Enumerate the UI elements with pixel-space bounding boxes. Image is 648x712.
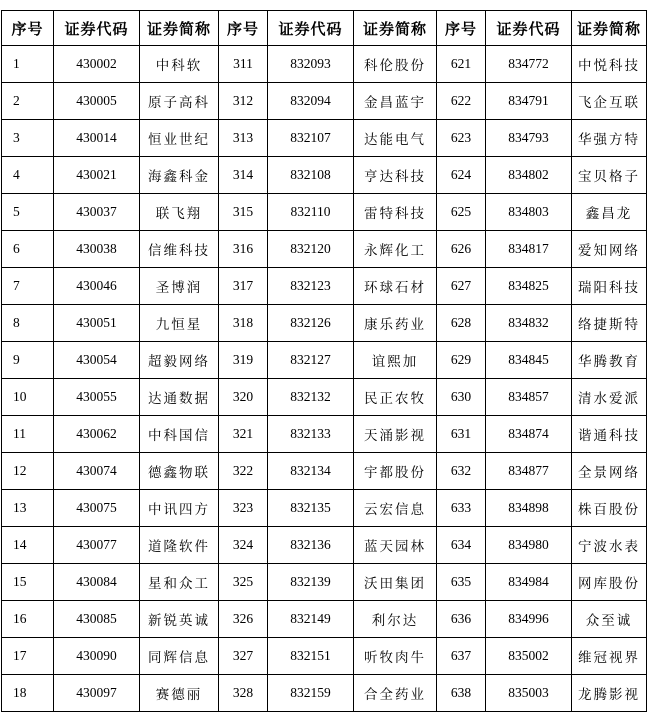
cell-name: 瑞阳科技 [572,268,647,305]
cell-code: 832094 [268,83,354,120]
cell-name: 蓝天园林 [354,527,437,564]
cell-code: 430097 [54,675,140,712]
cell-name: 清水爱派 [572,379,647,416]
cell-name: 信维科技 [140,231,219,268]
cell-code: 430090 [54,638,140,675]
cell-name: 圣博润 [140,268,219,305]
cell-name: 全景网络 [572,453,647,490]
header-seq: 序号 [219,11,268,46]
cell-seq: 5 [2,194,54,231]
cell-code: 430005 [54,83,140,120]
header-seq: 序号 [437,11,486,46]
cell-seq: 321 [219,416,268,453]
cell-code: 832139 [268,564,354,601]
cell-seq: 15 [2,564,54,601]
cell-seq: 323 [219,490,268,527]
cell-name: 恒业世纪 [140,120,219,157]
cell-name: 海鑫科金 [140,157,219,194]
table-row [2,490,647,527]
table-row [2,601,647,638]
cell-code: 832159 [268,675,354,712]
cell-name: 网库股份 [572,564,647,601]
cell-seq: 13 [2,490,54,527]
cell-code: 834802 [486,157,572,194]
cell-seq: 631 [437,416,486,453]
cell-name: 云宏信息 [354,490,437,527]
cell-seq: 320 [219,379,268,416]
cell-seq: 1 [2,46,54,83]
cell-name: 谐通科技 [572,416,647,453]
table-row [2,231,647,268]
cell-code: 832151 [268,638,354,675]
table-row [2,194,647,231]
header-row [2,11,647,46]
cell-code: 834898 [486,490,572,527]
cell-code: 430014 [54,120,140,157]
table-row [2,157,647,194]
cell-code: 832093 [268,46,354,83]
header-code: 证券代码 [54,11,140,46]
header-code: 证券代码 [268,11,354,46]
cell-code: 430062 [54,416,140,453]
cell-code: 834877 [486,453,572,490]
cell-code: 835003 [486,675,572,712]
cell-seq: 324 [219,527,268,564]
cell-code: 832135 [268,490,354,527]
cell-seq: 637 [437,638,486,675]
cell-name: 宇都股份 [354,453,437,490]
cell-name: 星和众工 [140,564,219,601]
table-row [2,453,647,490]
cell-code: 834845 [486,342,572,379]
cell-name: 超毅网络 [140,342,219,379]
cell-seq: 623 [437,120,486,157]
cell-name: 康乐药业 [354,305,437,342]
cell-code: 832136 [268,527,354,564]
cell-name: 利尔达 [354,601,437,638]
cell-code: 834803 [486,194,572,231]
cell-seq: 14 [2,527,54,564]
cell-code: 832107 [268,120,354,157]
cell-code: 430074 [54,453,140,490]
cell-name: 鑫昌龙 [572,194,647,231]
cell-seq: 326 [219,601,268,638]
cell-seq: 322 [219,453,268,490]
cell-code: 834817 [486,231,572,268]
cell-seq: 316 [219,231,268,268]
table-row [2,638,647,675]
cell-name: 原子高科 [140,83,219,120]
cell-name: 赛德丽 [140,675,219,712]
cell-code: 834996 [486,601,572,638]
cell-name: 中讯四方 [140,490,219,527]
table-row [2,83,647,120]
cell-seq: 328 [219,675,268,712]
cell-seq: 622 [437,83,486,120]
table-row [2,564,647,601]
cell-seq: 315 [219,194,268,231]
cell-code: 835002 [486,638,572,675]
cell-name: 道隆软件 [140,527,219,564]
cell-name: 德鑫物联 [140,453,219,490]
cell-seq: 17 [2,638,54,675]
cell-code: 430054 [54,342,140,379]
cell-name: 中悦科技 [572,46,647,83]
header-code: 证券代码 [486,11,572,46]
cell-name: 合全药业 [354,675,437,712]
cell-seq: 318 [219,305,268,342]
cell-seq: 319 [219,342,268,379]
cell-name: 华腾教育 [572,342,647,379]
cell-code: 832110 [268,194,354,231]
cell-name: 龙腾影视 [572,675,647,712]
table-row [2,675,647,712]
table-row [2,416,647,453]
cell-name: 飞企互联 [572,83,647,120]
cell-code: 834793 [486,120,572,157]
cell-seq: 633 [437,490,486,527]
table-row [2,527,647,564]
cell-seq: 624 [437,157,486,194]
cell-code: 832149 [268,601,354,638]
cell-code: 834791 [486,83,572,120]
cell-seq: 630 [437,379,486,416]
cell-name: 华强方特 [572,120,647,157]
cell-name: 雷特科技 [354,194,437,231]
cell-name: 宝贝格子 [572,157,647,194]
cell-name: 株百股份 [572,490,647,527]
cell-name: 宁波水表 [572,527,647,564]
cell-name: 沃田集团 [354,564,437,601]
cell-name: 联飞翔 [140,194,219,231]
cell-code: 834874 [486,416,572,453]
cell-seq: 625 [437,194,486,231]
securities-table [1,10,647,712]
cell-code: 834857 [486,379,572,416]
cell-seq: 634 [437,527,486,564]
cell-code: 832127 [268,342,354,379]
cell-seq: 7 [2,268,54,305]
table-row [2,305,647,342]
cell-seq: 4 [2,157,54,194]
cell-code: 430077 [54,527,140,564]
cell-code: 832132 [268,379,354,416]
cell-code: 430038 [54,231,140,268]
cell-name: 中科国信 [140,416,219,453]
cell-code: 834984 [486,564,572,601]
cell-seq: 317 [219,268,268,305]
cell-code: 834980 [486,527,572,564]
table-row [2,379,647,416]
cell-seq: 632 [437,453,486,490]
cell-seq: 314 [219,157,268,194]
cell-seq: 626 [437,231,486,268]
cell-seq: 636 [437,601,486,638]
table-row [2,46,647,83]
cell-code: 430055 [54,379,140,416]
cell-name: 九恒星 [140,305,219,342]
table-row [2,120,647,157]
header-name: 证券简称 [572,11,647,46]
cell-seq: 6 [2,231,54,268]
cell-code: 832134 [268,453,354,490]
cell-code: 834772 [486,46,572,83]
cell-code: 832123 [268,268,354,305]
cell-seq: 12 [2,453,54,490]
cell-name: 听牧肉牛 [354,638,437,675]
cell-name: 科伦股份 [354,46,437,83]
cell-name: 众至诚 [572,601,647,638]
cell-seq: 11 [2,416,54,453]
cell-seq: 16 [2,601,54,638]
cell-code: 430002 [54,46,140,83]
header-name: 证券简称 [140,11,219,46]
cell-code: 430051 [54,305,140,342]
cell-name: 金昌蓝宇 [354,83,437,120]
cell-code: 430084 [54,564,140,601]
cell-code: 430046 [54,268,140,305]
cell-name: 亨达科技 [354,157,437,194]
cell-name: 达能电气 [354,120,437,157]
cell-seq: 628 [437,305,486,342]
table-row [2,268,647,305]
cell-code: 832108 [268,157,354,194]
table-row [2,342,647,379]
cell-seq: 9 [2,342,54,379]
cell-seq: 311 [219,46,268,83]
cell-name: 谊熙加 [354,342,437,379]
cell-seq: 8 [2,305,54,342]
cell-name: 同辉信息 [140,638,219,675]
cell-code: 834825 [486,268,572,305]
cell-code: 832133 [268,416,354,453]
cell-code: 430075 [54,490,140,527]
table-body [2,46,647,712]
header-name: 证券简称 [354,11,437,46]
cell-name: 达通数据 [140,379,219,416]
cell-name: 永辉化工 [354,231,437,268]
cell-code: 430085 [54,601,140,638]
cell-code: 430021 [54,157,140,194]
cell-name: 中科软 [140,46,219,83]
cell-seq: 627 [437,268,486,305]
cell-seq: 635 [437,564,486,601]
cell-name: 络捷斯特 [572,305,647,342]
cell-seq: 638 [437,675,486,712]
cell-seq: 325 [219,564,268,601]
cell-seq: 18 [2,675,54,712]
cell-name: 爱知网络 [572,231,647,268]
cell-seq: 10 [2,379,54,416]
cell-seq: 327 [219,638,268,675]
cell-seq: 312 [219,83,268,120]
cell-seq: 629 [437,342,486,379]
cell-name: 环球石材 [354,268,437,305]
cell-code: 834832 [486,305,572,342]
cell-code: 430037 [54,194,140,231]
cell-name: 新锐英诚 [140,601,219,638]
cell-seq: 2 [2,83,54,120]
cell-seq: 621 [437,46,486,83]
cell-name: 天涌影视 [354,416,437,453]
cell-name: 维冠视界 [572,638,647,675]
cell-seq: 3 [2,120,54,157]
cell-name: 民正农牧 [354,379,437,416]
cell-seq: 313 [219,120,268,157]
cell-code: 832126 [268,305,354,342]
header-seq: 序号 [2,11,54,46]
cell-code: 832120 [268,231,354,268]
